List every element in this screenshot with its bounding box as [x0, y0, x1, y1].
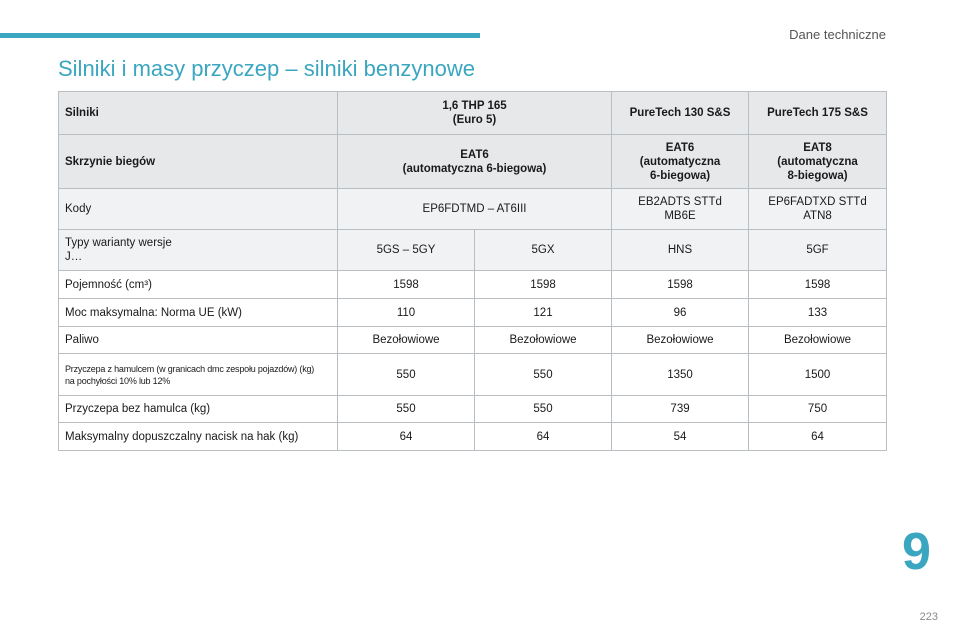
table-row	[59, 271, 887, 299]
table-row-gearbox	[59, 135, 887, 189]
table-row	[59, 354, 887, 396]
table-row-engines	[59, 92, 887, 135]
table-cell: 121	[475, 299, 612, 327]
table-cell: 64	[475, 423, 612, 451]
table-cell: Bezołowiowe	[475, 327, 612, 354]
table-cell: 550	[475, 396, 612, 423]
table-row	[59, 299, 887, 327]
table-cell: 1598	[338, 271, 475, 299]
engine-specs-table	[58, 91, 887, 451]
table-row	[59, 327, 887, 354]
table-row-types	[59, 230, 887, 271]
table-cell: 54	[612, 423, 749, 451]
cell-codes-1: EP6FDTMD – AT6III	[338, 189, 612, 230]
cell-codes-3: EP6FADTXD STTd ATN8	[749, 189, 887, 230]
table-cell: 64	[749, 423, 887, 451]
page-title: Silniki i masy przyczep – silniki benzynowe	[58, 56, 475, 81]
table-cell: 1598	[612, 271, 749, 299]
table-cell: 550	[338, 396, 475, 423]
table-row-codes	[59, 189, 887, 230]
table-cell: 133	[749, 299, 887, 327]
row-label: Przyczepa bez hamulca (kg)	[59, 396, 338, 423]
row-label-types: Typy warianty wersje J…	[59, 230, 338, 271]
cell-gearbox-2: EAT6 (automatyczna 6-biegowa)	[612, 135, 749, 189]
table-cell: 110	[338, 299, 475, 327]
cell-types-3: HNS	[612, 230, 749, 271]
table-row	[59, 423, 887, 451]
table-cell: Bezołowiowe	[338, 327, 475, 354]
table-cell: 64	[338, 423, 475, 451]
table-cell: 550	[475, 354, 612, 396]
table-cell: Bezołowiowe	[612, 327, 749, 354]
cell-engine-thp: 1,6 THP 165 (Euro 5)	[338, 92, 612, 135]
table-cell: 1598	[749, 271, 887, 299]
cell-codes-2: EB2ADTS STTd MB6E	[612, 189, 749, 230]
row-label-gearbox: Skrzynie biegów	[59, 135, 338, 189]
row-label: Maksymalny dopuszczalny nacisk na hak (kg)	[59, 423, 338, 451]
cell-types-1: 5GS – 5GY	[338, 230, 475, 271]
row-label: Moc maksymalna: Norma UE (kW)	[59, 299, 338, 327]
cell-gearbox-3: EAT8 (automatyczna 8-biegowa)	[749, 135, 887, 189]
table-row	[59, 396, 887, 423]
table-cell: 1350	[612, 354, 749, 396]
cell-types-2: 5GX	[475, 230, 612, 271]
cell-gearbox-1: EAT6 (automatyczna 6-biegowa)	[338, 135, 612, 189]
row-label: Przyczepa z hamulcem (w granicach dmc zespołu pojazdów) (kg) na pochyłości 10% lub 12%	[59, 354, 338, 396]
table-cell: 96	[612, 299, 749, 327]
table-cell: 739	[612, 396, 749, 423]
chapter-number: 9	[902, 523, 931, 581]
row-label-engines: Silniki	[59, 92, 338, 135]
table-cell: Bezołowiowe	[749, 327, 887, 354]
table-cell: 750	[749, 396, 887, 423]
table-cell: 550	[338, 354, 475, 396]
row-label: Pojemność (cm³)	[59, 271, 338, 299]
cell-types-4: 5GF	[749, 230, 887, 271]
table-cell: 1598	[475, 271, 612, 299]
section-label: Dane techniczne	[789, 27, 886, 42]
page-number: 223	[919, 611, 938, 623]
table-cell: 1500	[749, 354, 887, 396]
cell-engine-puretech175: PureTech 175 S&S	[749, 92, 887, 135]
cell-engine-puretech130: PureTech 130 S&S	[612, 92, 749, 135]
row-label-codes: Kody	[59, 189, 338, 230]
top-accent-bar	[0, 33, 480, 38]
row-label: Paliwo	[59, 327, 338, 354]
